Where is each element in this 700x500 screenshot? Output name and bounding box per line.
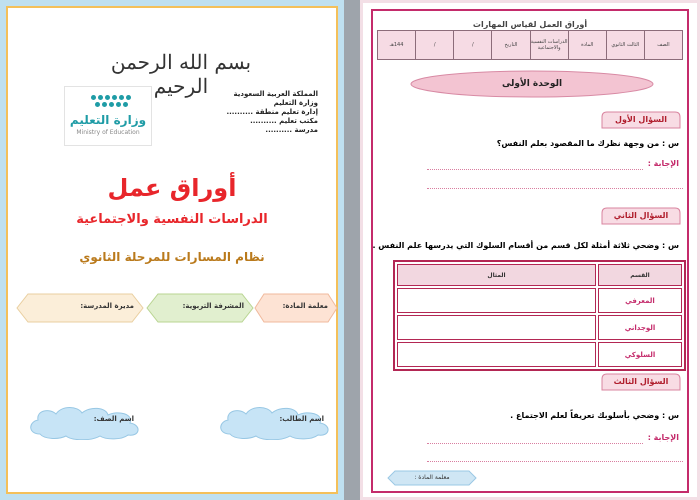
supervisor-field-label: المشرفة التربوية: [182,302,244,310]
q1-text: س : من وجهة نظرك ما المقصود بعلم النفس؟ [496,139,679,148]
worksheet-title: أوراق العمل لقياس المهارات [472,20,588,29]
row-example-cell[interactable] [397,342,596,367]
student-name-label: اسم الطالب: [279,415,324,423]
teacher-field-label: معلمة المادة: [282,302,328,310]
student-name-field[interactable] [216,404,334,440]
row-category: الوجداني [598,315,682,340]
unit-title-banner [409,69,655,99]
q3-tag [601,373,681,391]
q3-tag-label: السؤال الثالث [613,377,669,386]
q2-tag-label: السؤال الثاني [613,211,669,220]
worksheet-header-table [377,30,683,60]
header-cell: / [454,31,492,60]
q1-answer-line[interactable] [427,188,683,189]
cover-subject: الدراسات النفسية والاجتماعية [76,212,268,227]
header-cell: 144هـ [378,31,416,60]
q1-tag [601,111,681,129]
behavior-table [393,260,686,371]
table-header-category: القسم [598,264,682,286]
table-header-example: المثال [397,264,596,286]
row-category: المعرفي [598,288,682,313]
header-cell: الصف [644,31,682,60]
basmala: بسم الله الرحمن الرحيم [110,50,252,98]
supervisor-field[interactable] [146,293,254,323]
principal-field[interactable] [16,293,144,323]
class-name-label: اسم الصف: [93,415,134,423]
footer-teacher-field[interactable] [387,470,477,486]
q3-answer-line[interactable] [427,443,643,444]
table-row [397,288,682,313]
row-category: السلوكي [598,342,682,367]
header-line: مدرسة .......... [265,126,318,134]
cover-title: أوراق عمل [107,174,237,202]
table-row [397,315,682,340]
footer-teacher-label: معلمة المادة : [414,474,450,481]
header-cell: الدراسات النفسية والاجتماعية [530,31,568,60]
q1-answer-line[interactable] [427,169,643,170]
q3-text: س : وضحي بأسلوبك تعريفاً لعلم الاجتماع . [510,411,679,420]
header-line: إدارة تعليم منطقة .......... [226,108,318,116]
row-example-cell[interactable] [397,315,596,340]
q2-text: س : وضحي ثلاثة أمثلة لكل قسم من أقسام السلوك التي يدرسها علم النفس . [372,241,679,250]
worksheet-page [360,0,700,500]
teacher-field[interactable] [254,293,338,323]
class-name-field[interactable] [26,404,144,440]
cover-header [208,90,318,135]
row-example-cell[interactable] [397,288,596,313]
q1-answer-label: الإجابة : [647,159,679,168]
logo-arabic: وزارة التعليم [69,113,147,127]
unit-title: الوحدة الأولى [501,79,563,89]
q3-answer-label: الإجابة : [647,433,679,442]
q1-tag-label: السؤال الأول [615,115,667,124]
header-line: المملكة العربية السعودية [233,90,318,98]
logo-english: Ministry of Education [76,129,140,136]
logo-dots-icon [91,95,131,109]
cover-system: نظام المسارات للمرحلة الثانوي [79,250,265,264]
principal-field-label: مديرة المدرسة: [80,302,134,310]
cover-page [0,0,344,500]
q3-answer-line[interactable] [427,461,683,462]
header-cell: / [416,31,454,60]
header-cell: المادة [568,31,606,60]
table-row [397,342,682,367]
header-line: وزارة التعليم [273,99,318,107]
header-line: مكتب تعليم .......... [250,117,318,125]
ministry-logo [64,86,152,146]
header-cell: الثالث الثانوي [606,31,644,60]
q2-tag [601,207,681,225]
header-cell: التاريخ [492,31,530,60]
